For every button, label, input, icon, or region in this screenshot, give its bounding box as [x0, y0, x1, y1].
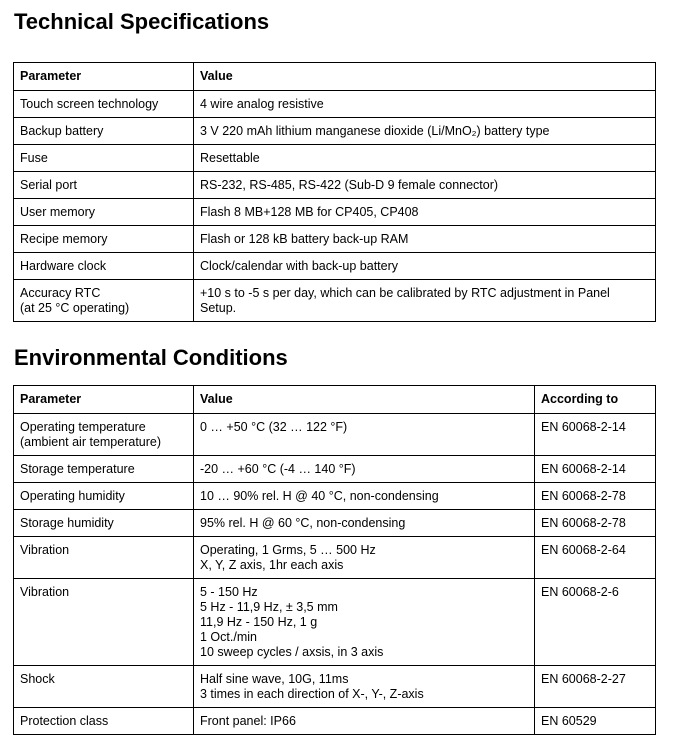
value-cell: 5 - 150 Hz 5 Hz - 11,9 Hz, ± 3,5 mm 11,9 Hz - 150 Hz, 1 g 1 Oct./min 10 sweep cycles / axsis, in 3 axis [194, 579, 535, 666]
parameter-cell: User memory [14, 199, 194, 226]
parameter-cell: Fuse [14, 145, 194, 172]
value-cell: Resettable [194, 145, 656, 172]
parameter-cell: Storage humidity [14, 510, 194, 537]
value-cell: Front panel: IP66 [194, 708, 535, 735]
value-cell: +10 s to -5 s per day, which can be calibrated by RTC adjustment in Panel Setup. [194, 280, 656, 322]
parameter-cell: Storage temperature [14, 456, 194, 483]
table-row [14, 91, 656, 118]
table-row [14, 666, 656, 708]
standard-cell: EN 60068-2-27 [535, 666, 656, 708]
value-cell: -20 … +60 °C (-4 … 140 °F) [194, 456, 535, 483]
standard-cell: EN 60068-2-14 [535, 414, 656, 456]
table-row [14, 414, 656, 456]
standard-cell: EN 60068-2-78 [535, 510, 656, 537]
parameter-cell: Touch screen technology [14, 91, 194, 118]
parameter-cell: Protection class [14, 708, 194, 735]
environmental-conditions-heading: Environmental Conditions [14, 345, 288, 370]
table-header-row [14, 386, 656, 414]
value-cell: Operating, 1 Grms, 5 … 500 Hz X, Y, Z axis, 1hr each axis [194, 537, 535, 579]
table-row [14, 456, 656, 483]
standard-cell: EN 60068-2-64 [535, 537, 656, 579]
table-row [14, 537, 656, 579]
table-row [14, 280, 656, 322]
column-header-parameter: Parameter [14, 63, 194, 91]
value-cell: RS-232, RS-485, RS-422 (Sub-D 9 female connector) [194, 172, 656, 199]
column-header-parameter: Parameter [14, 386, 194, 414]
standard-cell: EN 60068-2-14 [535, 456, 656, 483]
standard-cell: EN 60068-2-6 [535, 579, 656, 666]
table-row [14, 145, 656, 172]
column-header-value: Value [194, 386, 535, 414]
value-cell: 4 wire analog resistive [194, 91, 656, 118]
table-row [14, 226, 656, 253]
value-cell: 3 V 220 mAh lithium manganese dioxide (Li/MnO₂) battery type [194, 118, 656, 145]
column-header-according-to: According to [535, 386, 656, 414]
table-row [14, 483, 656, 510]
table-row [14, 118, 656, 145]
technical-specifications-table [13, 62, 656, 322]
environmental-conditions-table [13, 385, 656, 735]
technical-specifications-heading: Technical Specifications [14, 9, 270, 34]
parameter-cell: Vibration [14, 537, 194, 579]
parameter-cell: Hardware clock [14, 253, 194, 280]
value-cell: Flash 8 MB+128 MB for CP405, CP408 [194, 199, 656, 226]
column-header-value: Value [194, 63, 656, 91]
parameter-cell: Shock [14, 666, 194, 708]
value-cell: 10 … 90% rel. H @ 40 °C, non-condensing [194, 483, 535, 510]
table-row [14, 199, 656, 226]
table-header-row [14, 63, 656, 91]
table-row [14, 579, 656, 666]
table-row [14, 708, 656, 735]
value-cell: 0 … +50 °C (32 … 122 °F) [194, 414, 535, 456]
value-cell: Half sine wave, 10G, 11ms 3 times in each direction of X-, Y-, Z-axis [194, 666, 535, 708]
parameter-cell: Serial port [14, 172, 194, 199]
table-row [14, 510, 656, 537]
parameter-cell: Operating temperature (ambient air temperature) [14, 414, 194, 456]
table-row [14, 172, 656, 199]
parameter-cell: Backup battery [14, 118, 194, 145]
standard-cell: EN 60068-2-78 [535, 483, 656, 510]
parameter-cell: Recipe memory [14, 226, 194, 253]
value-cell: Flash or 128 kB battery back-up RAM [194, 226, 656, 253]
value-cell: 95% rel. H @ 60 °C, non-condensing [194, 510, 535, 537]
parameter-cell: Vibration [14, 579, 194, 666]
parameter-cell: Operating humidity [14, 483, 194, 510]
table-row [14, 253, 656, 280]
parameter-cell: Accuracy RTC (at 25 °C operating) [14, 280, 194, 322]
value-cell: Clock/calendar with back-up battery [194, 253, 656, 280]
standard-cell: EN 60529 [535, 708, 656, 735]
